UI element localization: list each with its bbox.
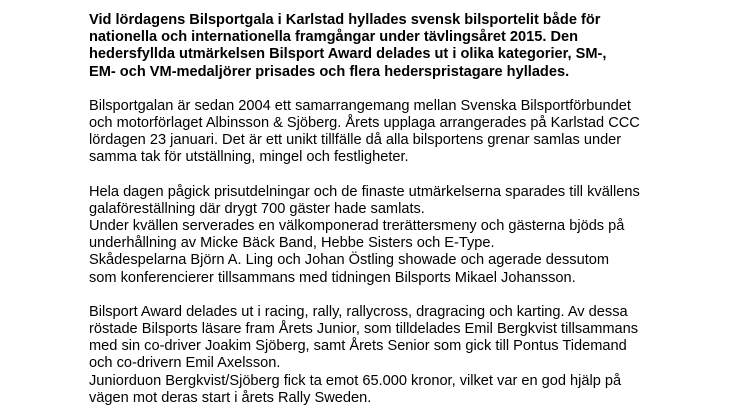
- lead-paragraph: [89, 12, 689, 81]
- paragraph-line: och co-drivern Emil Axelsson.: [89, 355, 281, 372]
- paragraph-line: Under kvällen serverades en välkomponerad trerättersmeny och gästerna bjöds på: [89, 218, 625, 235]
- paragraph-line: Bilsport Award delades ut i racing, rally, rallycross, dragracing och karting. Av dessa: [89, 303, 628, 320]
- article-body: [89, 12, 689, 419]
- paragraph-line: röstade Bilsports läsare fram Årets Junior, som tilldelades Emil Bergkvist tillsammans: [89, 321, 639, 338]
- paragraph-line: Juniorduon Bergkvist/Sjöberg fick ta emot 65.000 kronor, vilket var en god hjälp på: [89, 372, 622, 389]
- paragraph-evening: [89, 184, 689, 287]
- paragraph-line: Hela dagen pågick prisutdelningar och de finaste utmärkelserna sparades till kvällens: [89, 183, 640, 200]
- paragraph-history: [89, 98, 689, 167]
- paragraph-line: och motorförlaget Albinsson & Sjöberg. Årets upplaga arrangerades på Karlstad CCC: [89, 115, 640, 132]
- lead-line: hedersfyllda utmärkelsen Bilsport Award delades ut i olika kategorier, SM-,: [89, 46, 607, 63]
- paragraph-line: som konferencierer tillsammans med tidningen Bilsports Mikael Johansson.: [89, 269, 576, 286]
- lead-line: nationella och internationella framgångar under tävlingsåret 2015. Den: [89, 29, 579, 46]
- paragraph-line: lördagen 23 januari. Det är ett unikt tillfälle då alla bilsportens grenar samlas under: [89, 132, 622, 149]
- paragraph-line: med sin co-driver Joakim Sjöberg, samt Årets Senior som gick till Pontus Tidemand: [89, 338, 627, 355]
- paragraph-awards: [89, 304, 689, 407]
- paragraph-line: samma tak för utställning, mingel och festligheter.: [89, 149, 409, 166]
- lead-line: EM- och VM-medaljörer prisades och flera hederspristagare hyllades.: [89, 63, 570, 80]
- lead-line: Vid lördagens Bilsportgala i Karlstad hyllades svensk bilsportelit både för: [89, 12, 601, 28]
- paragraph-line: underhållning av Micke Bäck Band, Hebbe Sisters och E-Type.: [89, 235, 495, 252]
- paragraph-line: vägen mot deras start i årets Rally Sweden.: [89, 389, 372, 406]
- paragraph-line: Skådespelarna Björn A. Ling och Johan Östling showade och agerade dessutom: [89, 252, 610, 269]
- paragraph-line: galaföreställning där drygt 700 gäster hade samlats.: [89, 200, 425, 217]
- paragraph-line: Bilsportgalan är sedan 2004 ett samarrangemang mellan Svenska Bilsportförbundet: [89, 97, 631, 114]
